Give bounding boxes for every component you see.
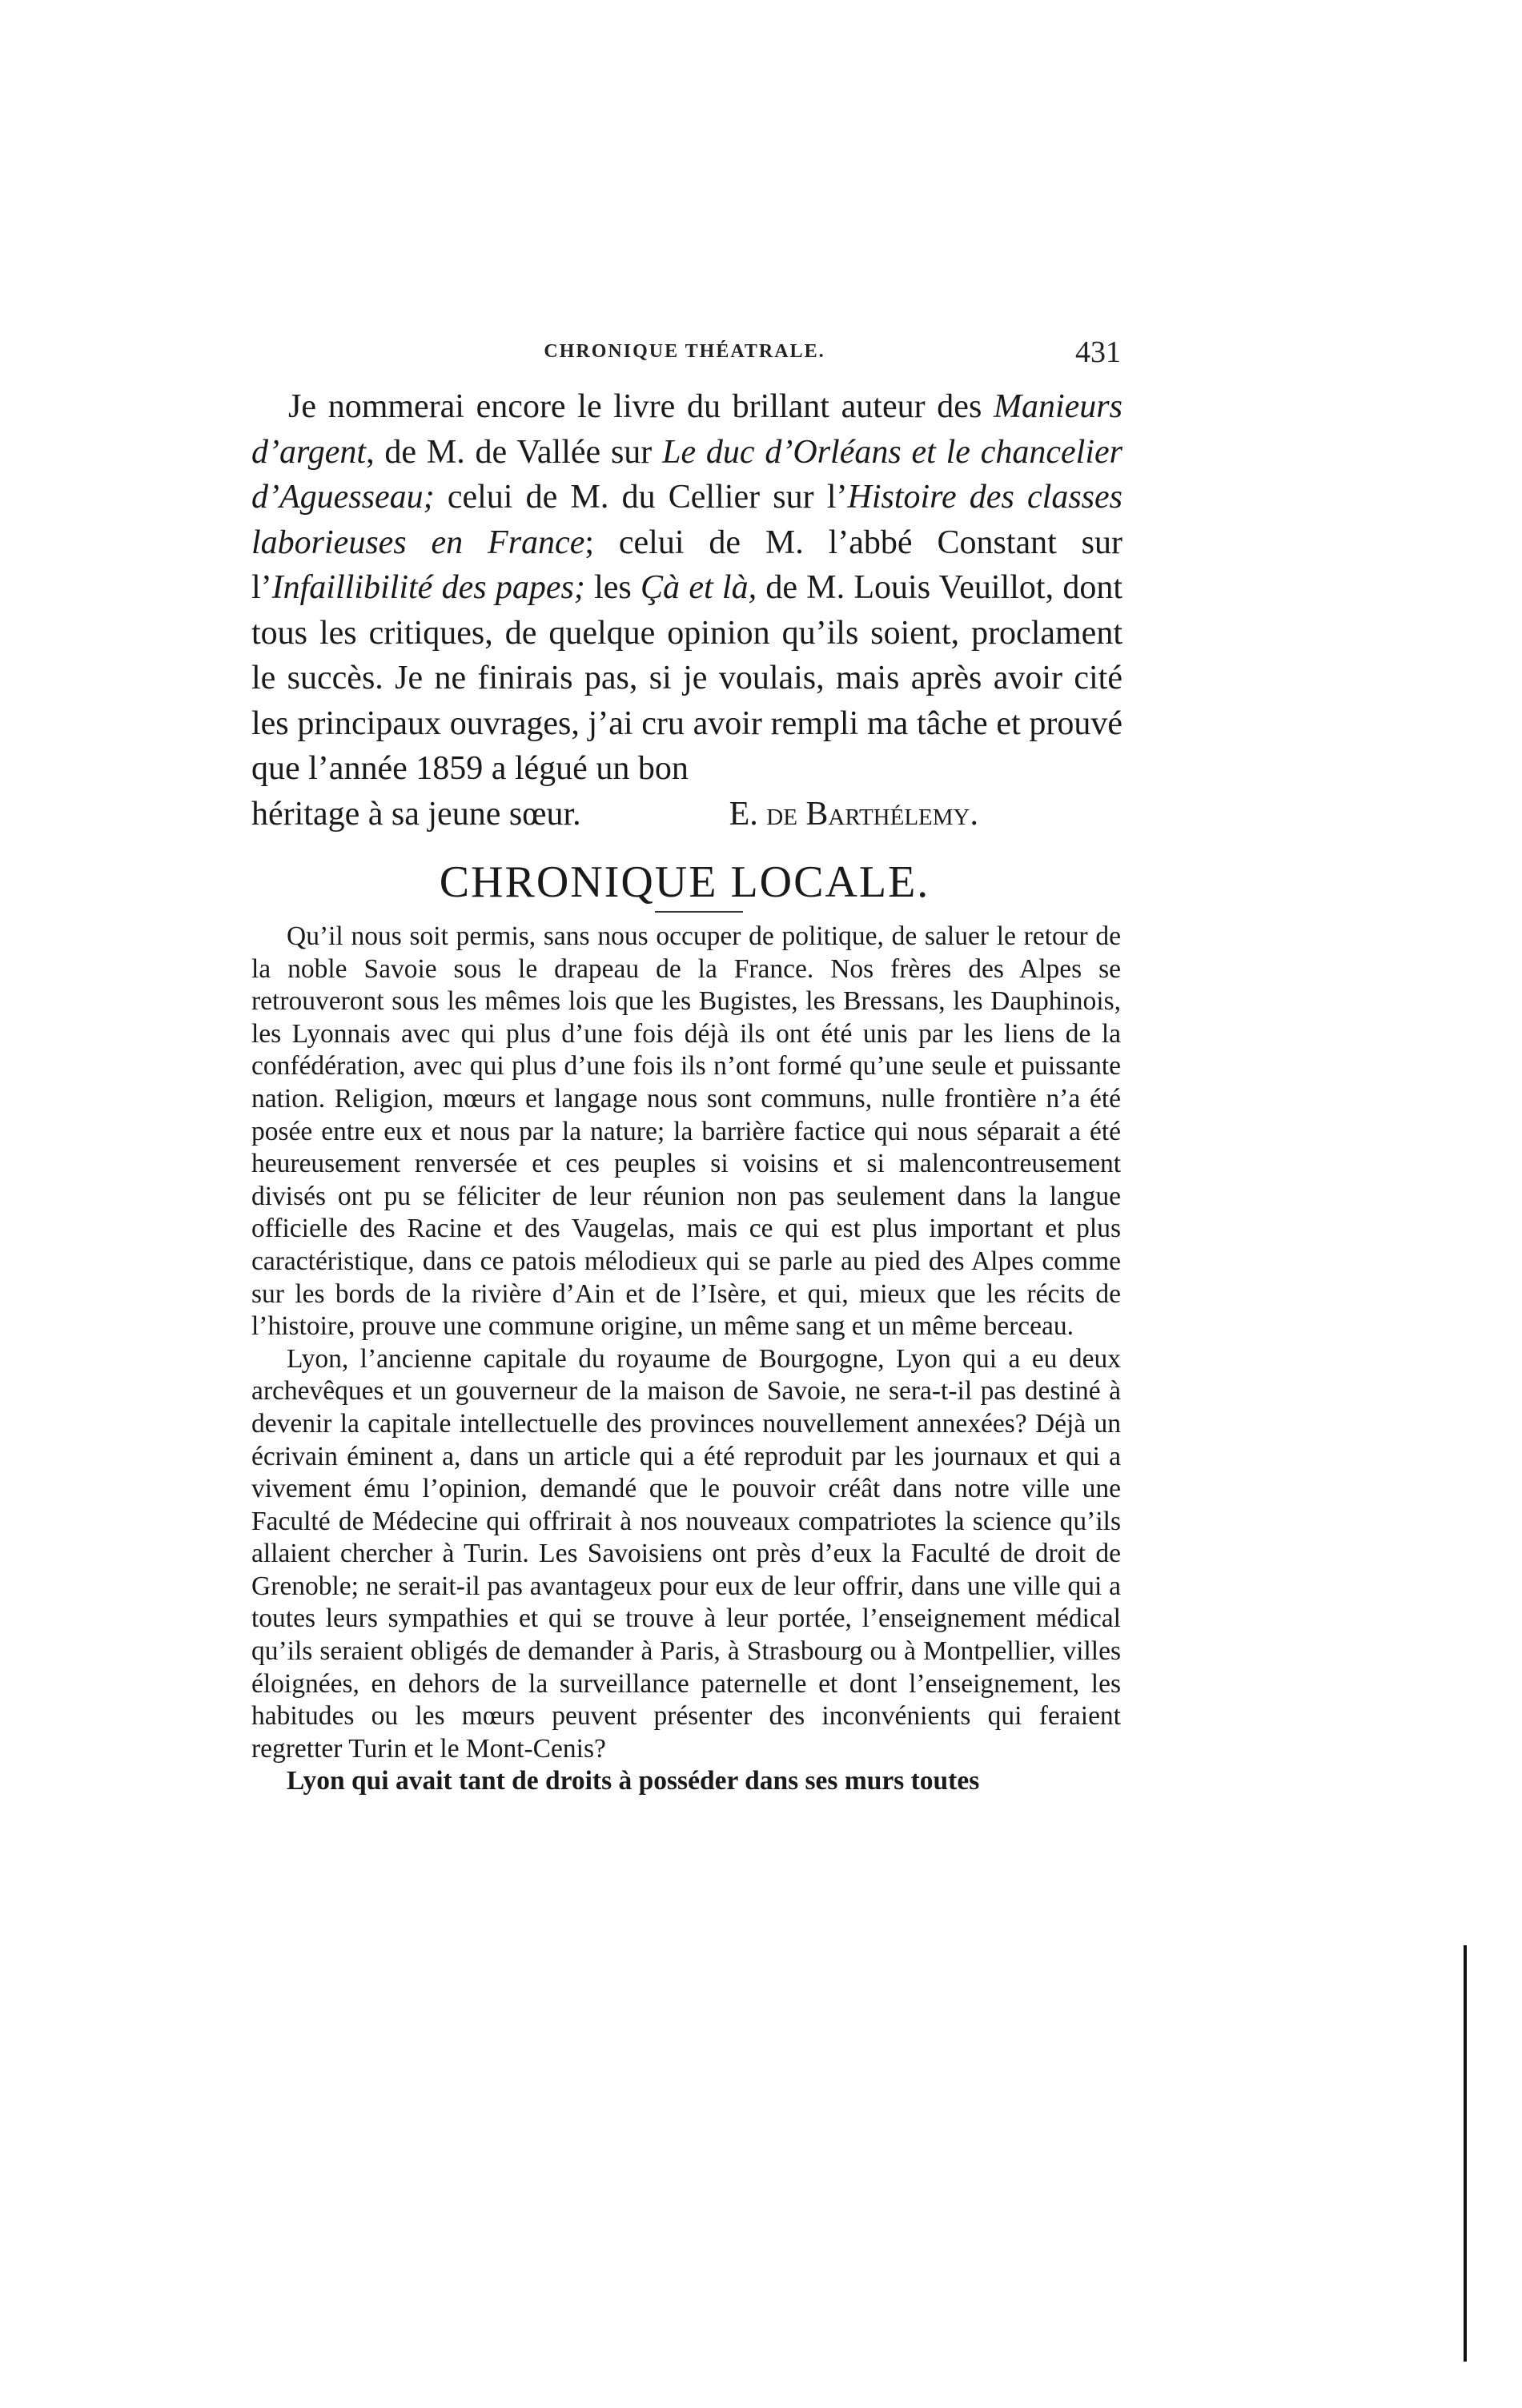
text-run: les [584,569,641,606]
running-title: CHRONIQUE THÉATRALE. [544,341,825,362]
book-title: Le duc d’Orléans et le chancelier d’Aguesseau; [251,433,1122,516]
signature-line [251,792,1122,837]
book-title: Manieurs d’argent [251,388,1122,471]
book-title: Histoire des classes laborieuses en France [251,479,1122,561]
book-title: Infaillibilité des papes; [271,569,585,606]
text-run: Je nommerai encore le livre du brillant auteur des [288,388,994,425]
text-run: celui de M. du Cellier sur l’ [434,479,848,516]
theatrale-paragraph [251,384,1122,792]
text-run: de M. Louis Veuillot, dont tous les critiques, de quelque opinion qu’ils soient, proclament le succès. Je ne finirais pas, si je voulais, mais après avoir cité les principaux ouvrages, j’ai cru avoir rempli ma tâche et prouvé que l’année 1859 a légué un bon [251,569,1123,787]
closing-text: héritage à sa jeune sœur. [251,795,581,833]
margin-rule [1464,1945,1467,2362]
page-number: 431 [1075,335,1121,369]
heading-divider [655,911,743,913]
locale-paragraph-3: Lyon qui avait tant de droits à posséder dans ses murs toutes [287,1766,980,1796]
locale-body [251,921,1121,1798]
author-signature: E. de Barthélemy. [729,795,978,833]
locale-paragraph-1: Qu’il nous soit permis, sans nous occuper de politique, de saluer le retour de la noble Savoie sous le drapeau de la France. Nos frères des Alpes se retrouveront sous les mêmes lois que les Bugistes, les Bressans, les Dauphinois, les Lyonnais avec qui plus d’une fois déjà ils ont été unis par les liens de la confédération, avec qui plus d’une fois ils n’ont formé qu’une seule et puissante nation. Religion, mœurs et langage nous sont communs, nulle frontière n’a été posée entre eux et nous par la nature; la barrière factice qui nous séparait a été heureusement renversée et ces peuples si voisins et si malencontreusement divisés ont pu se féliciter de leur réunion non pas seulement dans la langue officielle des Racine et des Vaugelas, mais ce qui est plus important et plus caractéristique, dans ce patois mélodieux qui se parle au pied des Alpes comme sur les bords de la rivière d’Ain et de l’Isère, et qui, mieux que les récits de l’histoire, prouve une commune origine, un même sang et un même berceau. [251,921,1121,1342]
section-heading: CHRONIQUE LOCALE. [439,857,930,907]
text-run: ; celui de M. l’abbé Constant sur l’ [251,524,1122,606]
running-head [248,335,1121,383]
locale-paragraph-2: Lyon, l’ancienne capitale du royaume de Bourgogne, Lyon qui a eu deux archevêques et un gouverneur de la maison de Savoie, ne sera-t-il pas destiné à devenir la capitale intellectuelle des provinces nouvellement annexées? Déjà un écrivain éminent a, dans un article qui a été reproduit par les journaux et qui a vivement ému l’opinion, demandé que le pouvoir créât dans notre ville une Faculté de Médecine qui offrirait à nos nouveaux compatriotes la science qu’ils allaient chercher à Turin. Les Savoisiens ont près d’eux la Faculté de droit de Grenoble; ne serait-il pas avantageux pour eux de leur offrir, dans une ville qui a toutes leurs sympathies et qui se trouve à leur portée, l’enseignement médical qu’ils seraient obligés de demander à Paris, à Strasbourg ou à Montpellier, villes éloignées, en dehors de la surveillance paternelle et dont l’enseignement, les habitudes ou les mœurs peuvent présenter des inconvénients qui feraient regretter Turin et le Mont-Cenis? [251,1343,1121,1764]
book-title: Çà et là, [641,569,757,606]
text-run: , de M. de Vallée sur [366,433,663,471]
theatrale-conclusion [251,384,1122,837]
